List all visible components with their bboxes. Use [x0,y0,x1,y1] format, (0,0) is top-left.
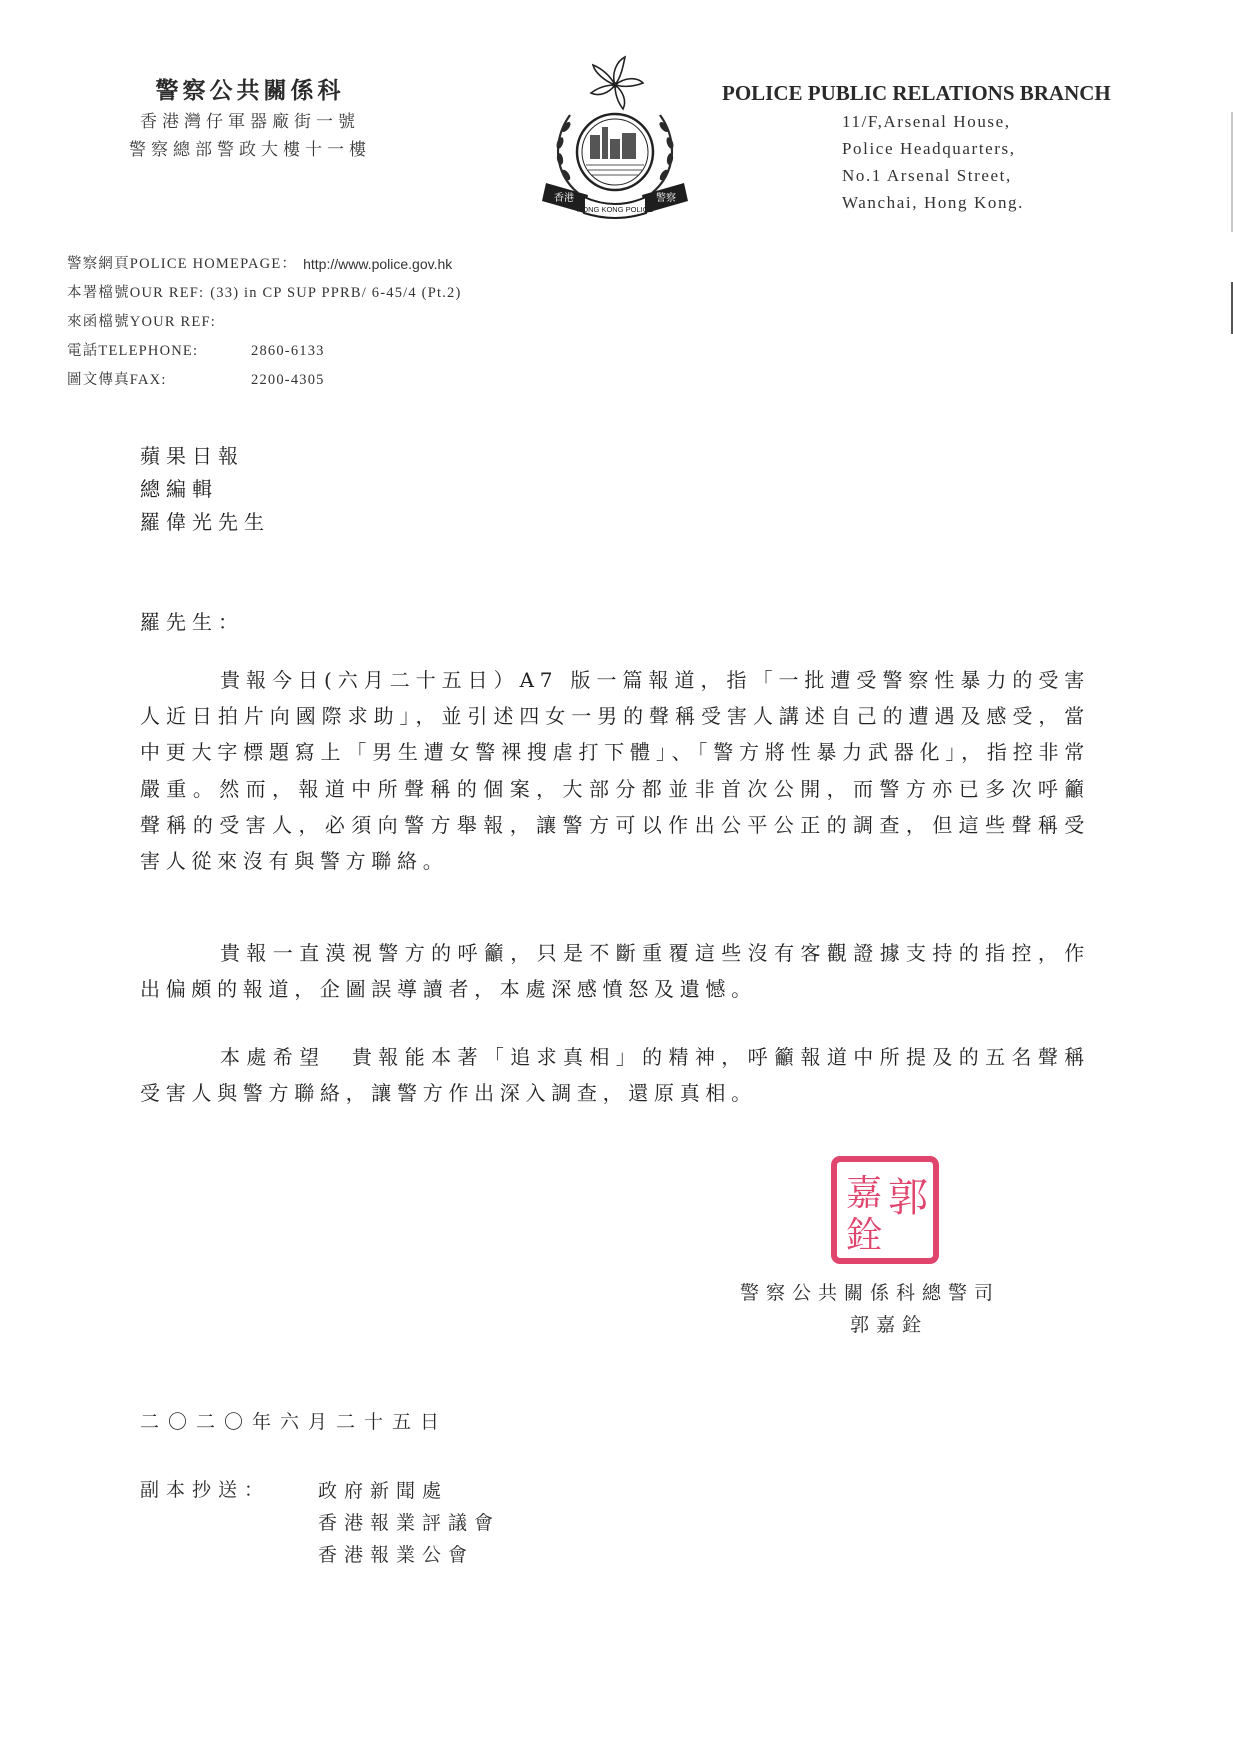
cc-recipient: 香港報業公會 [318,1544,475,1566]
telephone-row [67,337,462,366]
hong-kong-police-emblem-icon [540,55,690,220]
your-ref-label: 來函檔號YOUR REF: [67,314,216,330]
address-line-en-2: Police Headquarters, [842,139,1016,158]
seal-char-2: 嘉 [845,1173,883,1214]
cc-recipient: 政府新聞處 [318,1480,449,1502]
addressee-line-1: 蘋果日報 [140,444,244,468]
address-line-en-1: 11/F,Arsenal House, [842,112,1011,131]
org-name-english: POLICE PUBLIC RELATIONS BRANCH [722,81,1111,105]
salutation: 羅先生： [140,610,244,634]
cc-label: 副本抄送： [140,1479,271,1501]
fax-value: 2200-4305 [251,372,325,388]
telephone-value: 2860-6133 [251,343,325,359]
signatory-name: 郭嘉銓 [850,1314,929,1336]
fax-label: 圖文傳真FAX: [67,372,167,388]
your-ref-row [67,308,462,337]
our-ref-label: 本署檔號OUR REF: [67,285,205,301]
address-line-en-4: Wanchai, Hong Kong. [842,193,1024,212]
fax-row [67,366,462,395]
our-ref-value: (33) in CP SUP PPRB/ 6-45/4 (Pt.2) [210,285,462,301]
our-ref-row [67,279,462,308]
homepage-label: 警察網頁POLICE HOMEPAGE： [67,256,298,272]
emblem-ribbon-left: 香港 [554,193,574,204]
body-paragraph-2: 貴報一直漠視警方的呼籲，只是不斷重覆這些沒有客觀證據支持的指控，作出偏頗的報道，企圖誤導讀者，本處深感憤怒及遺憾。 [140,941,1090,1002]
address-line-cn-1: 香港灣仔軍器廠街一號 [140,112,360,132]
cc-recipient-list [318,1475,500,1571]
org-name-chinese: 警察公共關係科 [155,78,345,104]
addressee-block [140,440,270,539]
address-line-cn-2: 警察總部警政大樓十一樓 [129,140,371,160]
letterhead-chinese [110,74,390,164]
signatory-title: 警察公共關係科總警司 [740,1282,1001,1304]
address-line-en-3: No.1 Arsenal Street, [842,166,1012,185]
letter-date: 二〇二〇年六月二十五日 [140,1411,449,1433]
body-paragraph-1: 貴報今日(六月二十五日）A7 版一篇報道，指「一批遭受警察性暴力的受害人近日拍片向國際求助」，並引述四女一男的聲稱受害人講述自己的遭遇及感受，當中更大字標題寫上「男生遭女警裸搜虐打下體」、「警方將性暴力武器化」，指控非常嚴重。然而，報道中所聲稱的個案，大部分都並非首次公開，而警方亦已多次呼籲聲稱的受害人，必須向警方舉報，讓警方可以作出公平公正的調查，但這些聲稱受害人從來沒有與警方聯絡。 [140,668,1090,874]
telephone-label: 電話TELEPHONE: [67,343,199,359]
homepage-row [67,250,462,279]
body-paragraph-3: 本處希望 貴報能本著「追求真相」的精神，呼籲報道中所提及的五名聲稱受害人與警方聯絡，讓警方作出深入調查，還原真相。 [140,1045,1090,1106]
signature-seal-icon [830,1155,940,1265]
seal-char-3: 銓 [845,1215,883,1256]
emblem-ribbon-text: HONG KONG POLICE [576,205,654,214]
addressee-line-3: 羅偉光先生 [140,510,270,534]
homepage-link[interactable]: http://www.police.gov.hk [303,256,453,272]
reference-block [67,250,462,395]
seal-char-1: 郭 [888,1175,928,1221]
addressee-line-2: 總編輯 [140,477,218,501]
cc-recipient: 香港報業評議會 [318,1512,501,1534]
letterhead-english [722,78,1111,216]
emblem-ribbon-right: 警察 [656,193,676,204]
